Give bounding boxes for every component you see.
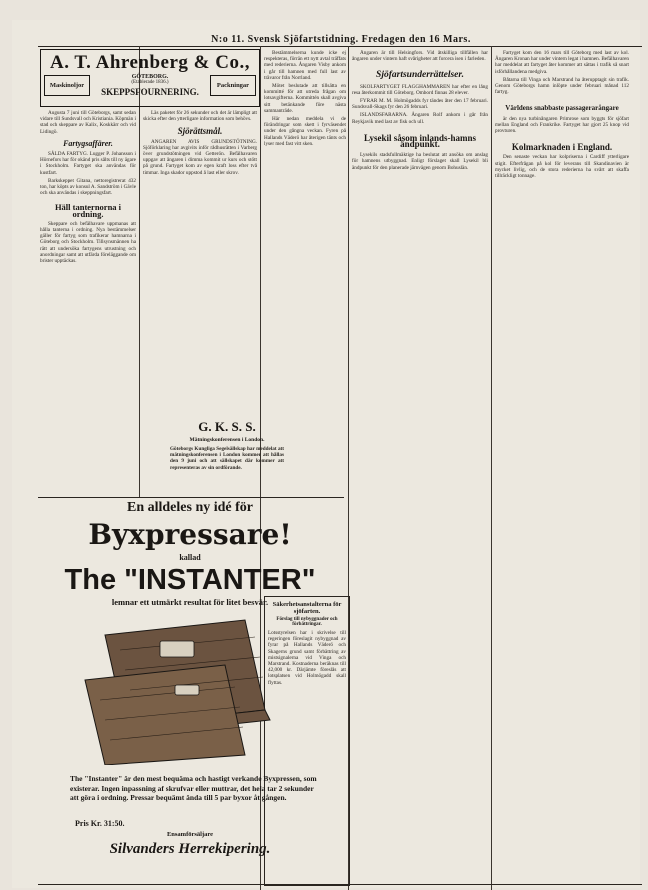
lysekil-heading: Lysekil såsom inlands-hamns ändpunkt. [363, 132, 477, 150]
gkss-notice [170, 419, 284, 500]
ahrenberg-title: A. T. Ahrenberg & Co., [50, 52, 250, 73]
ahrenberg-left-tag: Maskinoljor [44, 75, 90, 96]
snabbaste-heading: Världens snabbaste passagerarångare [505, 104, 619, 113]
col3-paragraph: Mötet beslutade att tillsätta en kommitté för att utreda frågan om lotsavgifterna. Kommittén skall avgiva sitt betänkande före nästa sammanträde. [264, 83, 346, 114]
col2-paragraph: Läs paketet för 26 sekunder och det är lämpligt att skicka efter den ytterligare information som behövs. [143, 110, 257, 123]
ahrenberg-city: GÖTEBORG. [131, 74, 169, 80]
col4-paragraph: Lysekils stadsfullmäktige ha beslutat att ansöka om anslag för hamnens utbyggnad. Enligt förslaget skall Lysekil bli ändpunkt för den planerade järnvägen genom Bohuslän. [352, 152, 488, 171]
col2-paragraph: ANGAREN AVIS GRUNDSTÖTNING. Sjöförklaring har avgivits inför rådhusrätten i Varberg över grundstötningen vid Getterön. Befälhavaren uppgav att ångaren i dimma kommit ur kurs och stött på grund. Fartyget kom av egen kraft loss efter två timmar. Inga skador uppstod å last eller skrov. [143, 138, 257, 176]
gkss-title: G. K. S. S. [198, 419, 256, 434]
safety-body: Lotsstyrelsen har i skrivelse till regeringen föreslagit nybyggnad av fyrar på Hallands Väderö och Skagerns grund samt förbättring av mistsignalerna vid Vinga och Marstrand. Kostnaderna beräknas till 42,000 kr. Därjämte föreslås att lotsplatsen vid Holmögadd skall flyttas. [268, 630, 346, 686]
gkss-subtitle: Mätningskonferensen i London. [189, 437, 265, 443]
column-rule [139, 46, 140, 498]
instanter-advertisement [40, 500, 340, 880]
trouser-press-illustration [65, 615, 315, 765]
column-4 [352, 50, 488, 880]
column-1 [40, 110, 136, 495]
ad-called: kallad [179, 553, 201, 562]
ahrenberg-trade: SKEPPSFOURNERING. [101, 87, 199, 97]
gkss-body: Göteborgs Kungliga Segelsällskap har meddelat att mätningskonferensen i London kommer att hållas den 9 juni och att sällskapet där kommer att representeras av sin ordförande. [170, 446, 284, 471]
ad-body: The "Instanter" är den mest bequäma och hastigt verkande Byxpressen, som existerar. Ingen inpassning af skrufvar eller muttrar, det hela tar 2 sekunder att göra i ordning. Pressar bequämt ända till 5 par byxor åt gången. [70, 774, 317, 802]
column-2 [143, 110, 257, 410]
column-rule [491, 46, 492, 890]
ahrenberg-founded: (Etablerade 1836.) [131, 80, 169, 85]
ahrenberg-advertisement [40, 49, 260, 107]
col5-paragraph: Den senaste veckan har kolpriserna i Cardiff ytterligare stigit. Efterfrågan på kol för leverans till Skandinavien är mycket livlig, och de stora rederierna ha svårt att skaffa tillräckligt tonnage. [495, 154, 629, 180]
col5-paragraph: är den nya turbinångaren Primrose som byggts för sjöfart mellan England och Frankrike. Fartyget har gjort 25 knop vid provturen. [495, 115, 629, 135]
col3-paragraph: Här nedan meddela vi de förändringar som skett i fyrväsendet under den gångna veckan. Fyren på Hallands Väderö har återigen tänts och lyser med fast vitt sken. [264, 116, 346, 147]
col1-paragraph: Barkskeppet Gitana, nettoregistrerat 432 ton, har köpts av konsul A. Sandström i Gävle och ska användas i skeppningsfart. [40, 177, 136, 197]
col1-intro: Augusta 7 juni till Göteborgs, samt sedan vidare till Sundsvall och Kristiania. Köpmän i stad och skeppare av Kalix, Koskkärr och vid Lidingö. [40, 110, 136, 135]
col1-paragraph: SÅLDA FARTYG. Lugger P. Johansson i Hörnefors har för okänd pris sålts till ny ägare i Stockholm. Fartyget ska användas för kustfart. [40, 151, 136, 176]
col1-paragraph: Skeppare och befälhavare uppmanas att hålla tanterna i ordning. Nya bestämmelser gäller för fartyg som trafikerar hamnarna i Göteborg och Stockholm. Tillsynsmännen ha rätt att undersöka fartygens utrustning och anordningar samt att utfärda föreläggande om brister upptäckas. [40, 220, 136, 265]
col5-paragraph: Fartyget kom den 16 mars till Göteborg med last av kol. Ångaren Kronan har under vintern legat i hamnen. Befälhavaren har meddelat att fartyget åter kommer att sättas i trafik så snart isförhållandena medgiva. [495, 50, 629, 75]
kolmarknaden-heading: Kolmarknaden i England. [511, 142, 613, 153]
ad-seller: Ensamförsäljare [166, 831, 214, 838]
ahrenberg-right-tag: Packningar [210, 75, 256, 96]
header-rule [38, 46, 642, 47]
fartygsaffarer-heading: Fartygsaffärer. [63, 138, 113, 148]
sjorattsmal-heading: Sjörättsmål. [177, 126, 223, 137]
col4-paragraph: Ångaren är till Helsingfors. Vid åtskilliga tillfällen har ångaren under vintern haft svårigheter att forcera isen i farleden. [352, 50, 488, 63]
col4-paragraph: FYRAR M. M. Holmögadds fyr tändes åter den 17 februari. Sundsvall-Skags fyr den 26 februari. [352, 98, 488, 111]
hall-tanterna-heading: Häll tanternorna i ordning. [54, 202, 122, 219]
safety-subtitle: Förslag till nybyggnader och förbättringar. [276, 617, 338, 627]
col5-paragraph: Båtarna till Vinga och Marstrand ha återupptagit sin trafik. Genom Göteborgs hamn inlöpte under februari månad 112 fartyg. [495, 76, 629, 96]
bottom-rule [38, 884, 642, 885]
ad-name: The "INSTANTER" [64, 564, 316, 596]
col4-paragraph: ISLANDSFARARNA. Ångaren Rolf ankom i går från Reykjavik med last av fisk och ull. [352, 112, 488, 125]
ad-product: Byxpressare! [88, 518, 292, 551]
ad-shop: Silvanders Herrekipering. [109, 841, 271, 857]
sjofartsunderrattelser-heading: Sjöfartsunderrättelser. [376, 70, 464, 81]
safety-title: Säkerhetsanstalterna för sjöfarten. [272, 601, 342, 615]
ad-top-rule [38, 497, 344, 498]
ad-line1: En alldeles ny idé för [126, 500, 253, 515]
ad-tagline: lemnar ett utmärkt resultat för litet besvär. [111, 597, 269, 607]
page-header: N:o 11. Svensk Sjöfartstidning. Fredagen den 16 Mars. [211, 34, 471, 45]
column-3 [264, 50, 346, 250]
ad-price: Pris Kr. 31:50. [75, 819, 125, 828]
col3-paragraph: Bestämmelserna kunde icke ej respekteras, förrän ett nytt avtal träffats med rederierna. Ångaren Visby ankom i går till hamnen med full last av trävaror från Norrland. [264, 50, 346, 81]
column-5 [495, 50, 629, 880]
col4-paragraph: SKOLFARTYGET FLAGGHAMMAREN har efter en lång resa återkommit till Göteborg. Ombord finnas 28 elever. [352, 83, 488, 96]
